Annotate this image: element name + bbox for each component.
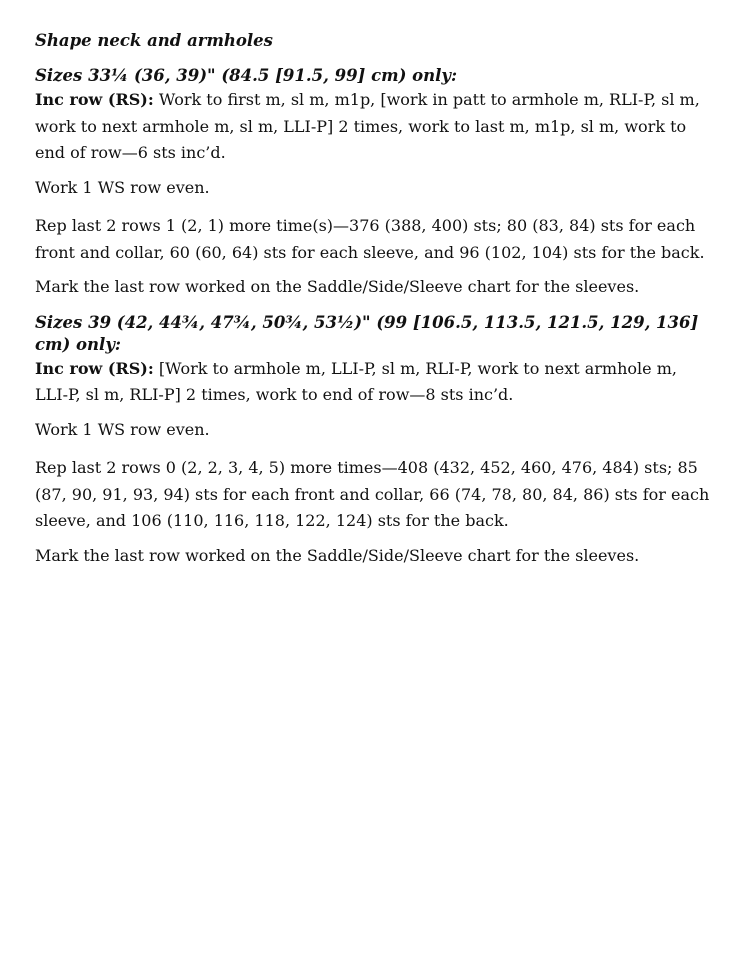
inc-row-label: Inc row (RS): xyxy=(35,90,154,109)
inc-row-paragraph xyxy=(35,87,715,167)
ws-row-paragraph: Work 1 WS row even. xyxy=(35,177,210,197)
repeat-paragraph: Rep last 2 rows 1 (2, 1) more time(s)—376 (388, 400) sts; 80 (83, 84) sts for each front and collar, 60 (60, 64) sts for each sleeve, and 96 (102, 104) sts for the back. xyxy=(35,216,705,262)
mark-paragraph: Mark the last row worked on the Saddle/Side/Sleeve chart for the sleeves. xyxy=(35,545,640,565)
mark-paragraph: Mark the last row worked on the Saddle/Side/Sleeve chart for the sleeves. xyxy=(35,277,640,296)
section-sizes-small xyxy=(35,65,715,301)
section-sizes-large xyxy=(35,312,715,570)
repeat-paragraph: Rep last 2 rows 0 (2, 2, 3, 4, 5) more times—408 (432, 452, 460, 476, 484) sts; 85 (87, 90, 91, 93, 94) sts for each front and collar, 66 (74, 78, 80, 84, 86) sts for each sleeve, and 106 (110, 116, 118, 122, 124) sts for the back. xyxy=(35,458,710,530)
inc-row-text: Work to first m, sl m, m1p, [work in patt to armhole m, RLI-P, sl m, work to next armhole m, sl m, LLI-P] 2 times, work to last m, m1p, sl m, work to end of row—6 sts inc’d. xyxy=(35,90,700,162)
section-title: Shape neck and armholes xyxy=(35,31,273,50)
inc-row-text: [Work to armhole m, LLI-P, sl m, RLI-P, work to next armhole m, LLI-P, sl m, RLI-P] 2 times, work to end of row—8 sts inc’d. xyxy=(35,358,677,404)
inc-row-label: Inc row (RS): xyxy=(35,358,154,378)
ws-row-paragraph: Work 1 WS row even. xyxy=(35,419,210,439)
sizes-heading: Sizes 33¼ (36, 39)" (84.5 [91.5, 99] cm) only: xyxy=(35,66,458,85)
pattern-page xyxy=(35,30,715,577)
inc-row-paragraph xyxy=(35,356,715,409)
sizes-heading: Sizes 39 (42, 44¾, 47¾, 50¾, 53½)" (99 [106.5, 113.5, 121.5, 129, 136] cm) only: xyxy=(35,312,699,354)
